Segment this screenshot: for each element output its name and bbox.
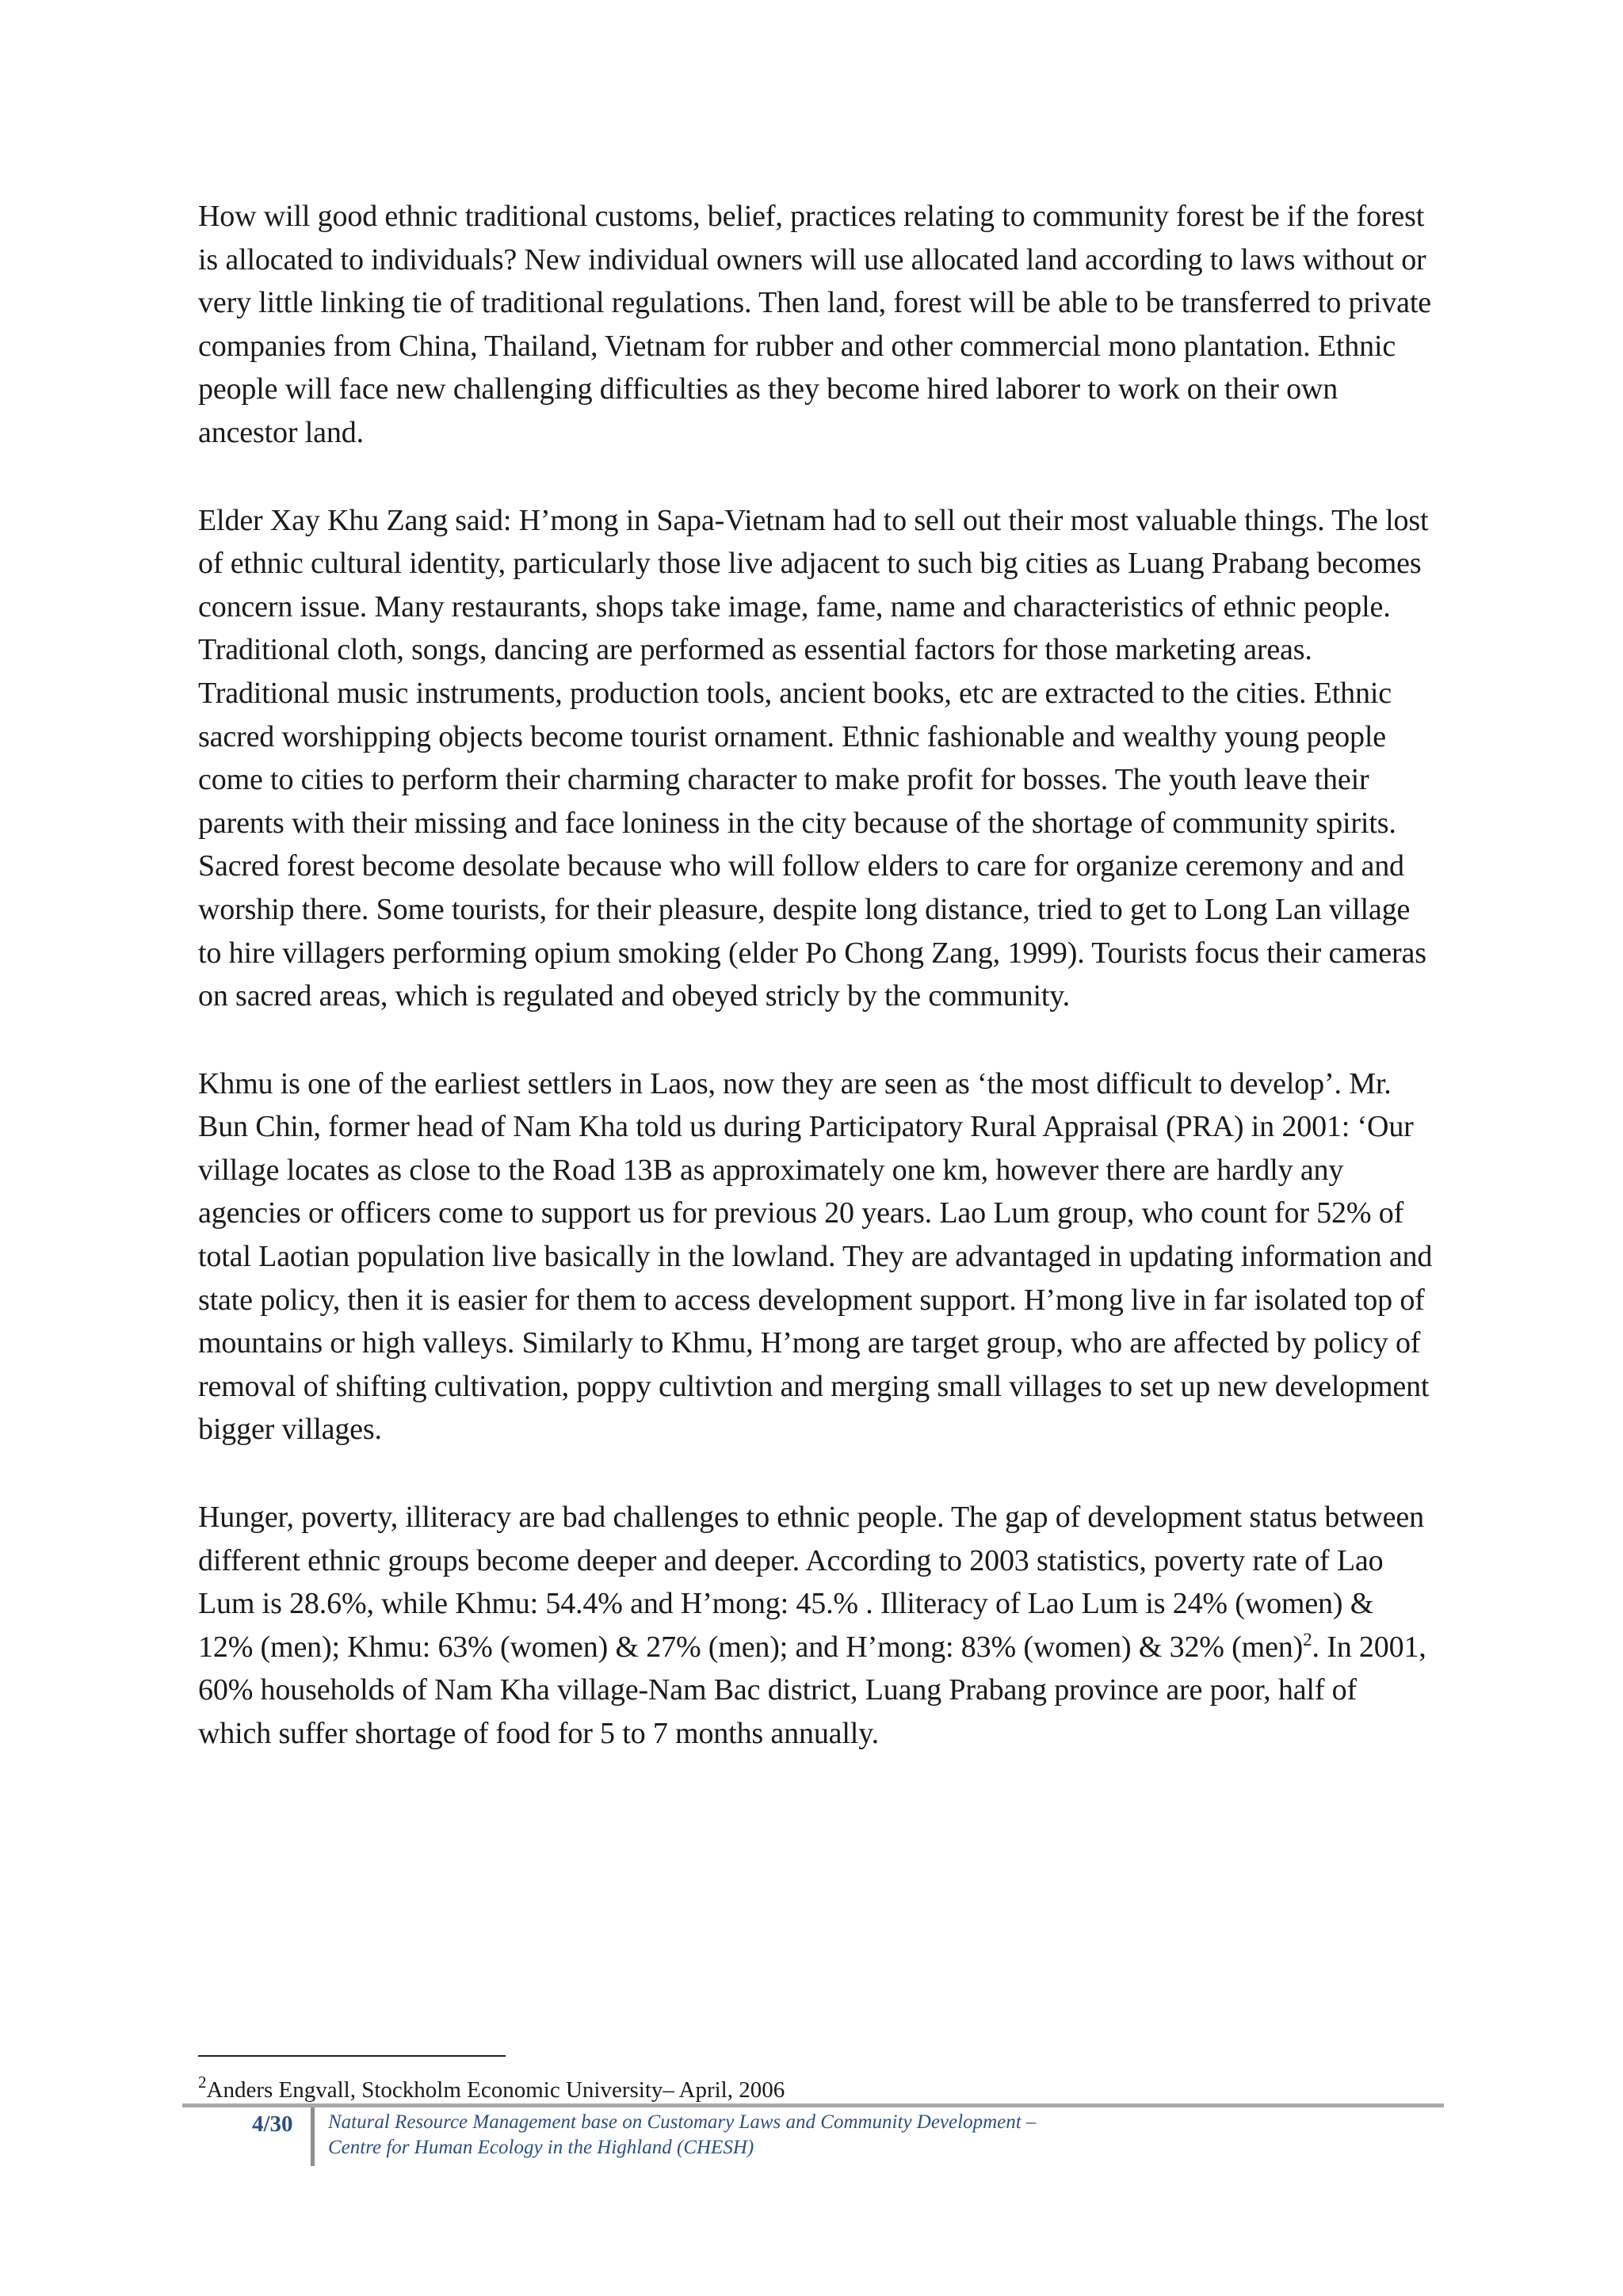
footnote-separator	[198, 2055, 506, 2057]
footer-divider	[182, 2103, 1444, 2107]
paragraph-poverty-statistics	[198, 1496, 1434, 1756]
paragraph-cultural-identity: Elder Xay Khu Zang said: H’mong in Sapa-Vietnam had to sell out their most valuable things. The lost of ethnic cultural identity, particularly those live adjacent to such big cities as Luang Prabang becomes concern issue. Many restaurants, shops take image, fame, name and characteristics of ethnic people. Traditional cloth, songs, dancing are performed as essential factors for those marketing areas. Traditional music instruments, production tools, ancient books, etc are extracted to the cities. Ethnic sacred worshipping objects become tourist ornament. Ethnic fashionable and wealthy young people come to cities to perform their charming character to make profit for bosses. The youth leave their parents with their missing and face loniness in the city because of the shortage of community spirits. Sacred forest become desolate because who will follow elders to care for organize ceremony and and worship there. Some tourists, for their pleasure, despite long distance, tried to get to Long Lan village to hire villagers performing opium smoking (elder Po Chong Zang, 1999). Tourists focus their cameras on sacred areas, which is regulated and obeyed stricly by the community.	[198, 503, 1429, 1013]
footer-title-line2: Centre for Human Ecology in the Highland (CHESH)	[328, 2137, 754, 2158]
footer-title-line1: Natural Resource Management base on Customary Laws and Community Development –	[328, 2111, 1037, 2133]
page-number: 4/30	[252, 2111, 293, 2137]
footnote	[198, 2068, 785, 2104]
footnote-reference: 2	[1303, 1629, 1312, 1650]
poverty-text-part1: Hunger, poverty, illiteracy are bad challenges to ethnic people. The gap of development status between different ethnic groups become deeper and deeper. According to 2003 statistics, poverty rate of Lao Lum is 28.6%, while Khmu: 54.4% and H’mong: 45.% . Illiteracy of Lao Lum is 24% (women) & 12% (men); Khmu: 63% (women) & 27% (men); and H’mong: 83% (women) & 32% (men)	[198, 1501, 1424, 1664]
footnote-number: 2	[198, 2073, 207, 2092]
footer-title	[328, 2110, 1036, 2161]
poverty-text-part2: . In 2001, 60% households of Nam Kha village-Nam Bac district, Luang Prabang province are poor, half of which suffer shortage of food for 5 to 7 months annually.	[198, 1630, 1426, 1750]
paragraph-khmu-settlers: Khmu is one of the earliest settlers in Laos, now they are seen as ‘the most difficult to develop’. Mr. Bun Chin, former head of Nam Kha told us during Participatory Rural Appraisal (PRA) in 2001: ‘Our village locates as close to the Road 13B as approximately one km, however there are hardly any agencies or officers come to support us for previous 20 years. Lao Lum group, who count for 52% of total Laotian population live basically in the lowland. They are advantaged in updating information and state policy, then it is easier for them to access development support. H’mong live in far isolated top of mountains or high valleys. Similarly to Khmu, H’mong are target group, who are affected by policy of removal of shifting cultivation, poppy cultivtion and merging small villages to set up new development bigger villages.	[198, 1066, 1433, 1447]
document-body	[198, 195, 1434, 1800]
footnote-text: Anders Engvall, Stockholm Economic University– April, 2006	[206, 2077, 785, 2103]
footer-vertical-bar	[311, 2107, 315, 2166]
paragraph-individual-allocation: How will good ethnic traditional customs, belief, practices relating to community forest be if the forest is allocated to individuals? New individual owners will use allocated land according to laws without or very little linking tie of traditional regulations. Then land, forest will be able to be transferred to private companies from China, Thailand, Vietnam for rubber and other commercial mono plantation. Ethnic people will face new challenging difficulties as they become hired laborer to work on their own ancestor land.	[198, 200, 1432, 449]
